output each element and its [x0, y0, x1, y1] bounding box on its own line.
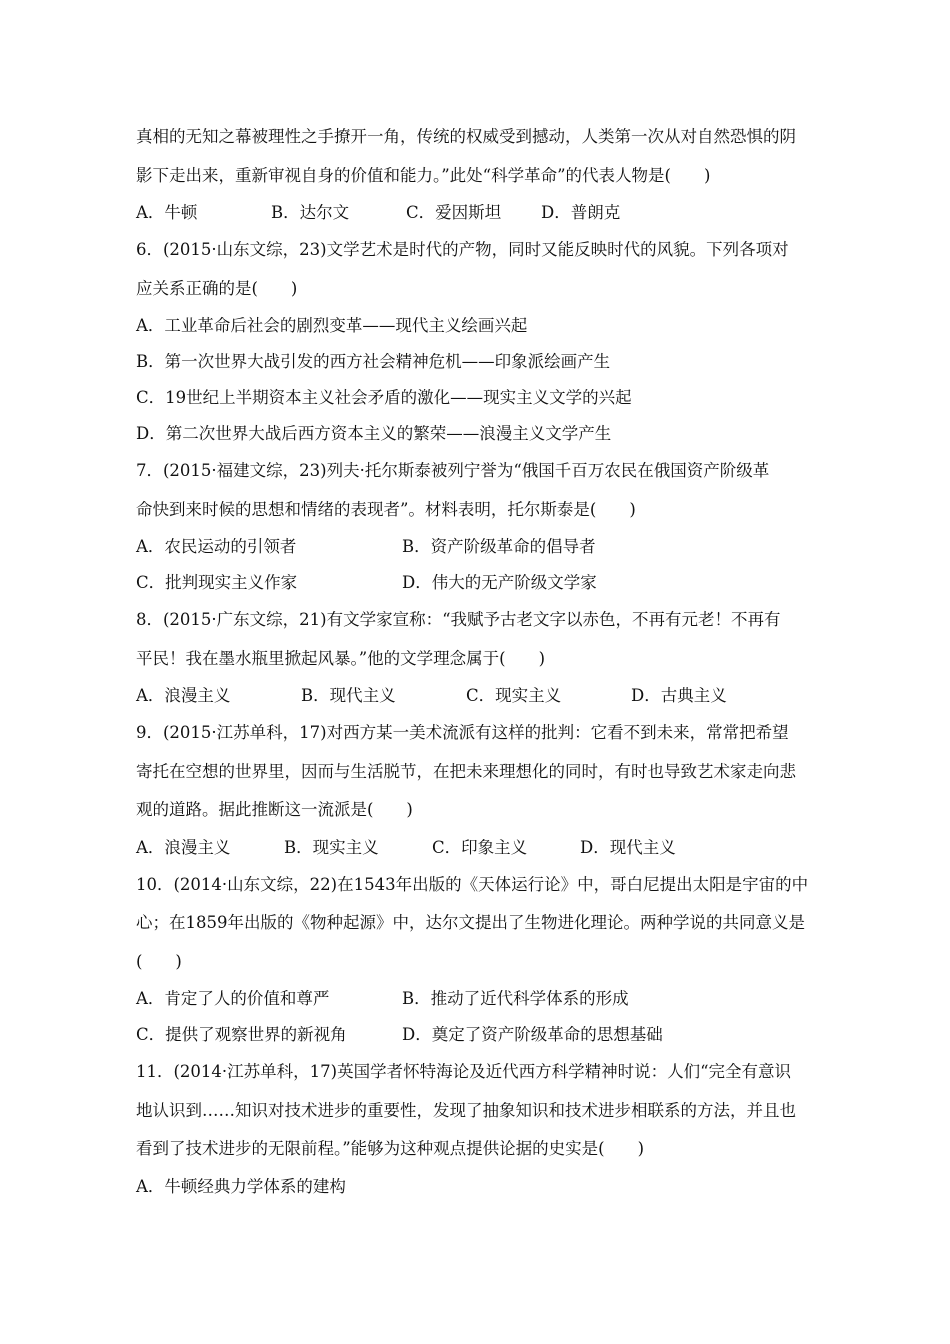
question-10 [136, 866, 816, 1054]
question-text-line: 地认识到……知识对技术进步的重要性，发现了抽象知识和技术进步相联系的方法，并且也 [136, 1100, 796, 1120]
question-text-line: ( ) [136, 951, 182, 971]
question-text-line: 10．(2014·山东文综，22)在1543年出版的《天体运行论》中，哥白尼提出太阳是宇宙的中 [136, 874, 809, 894]
question-text-line: 影下走出来，重新审视自身的价值和能力。”此处“科学革命”的代表人物是( ) [136, 165, 711, 185]
option-c: C．爱因斯坦 [406, 203, 502, 222]
question-text-line: 寄托在空想的世界里，因而与生活脱节，在把未来理想化的同时，有时也导致艺术家走向悲 [136, 761, 796, 781]
option-b: B．资产阶级革命的倡导者 [402, 537, 596, 556]
question-text-line: 心；在1859年出版的《物种起源》中，达尔文提出了生物进化理论。两种学说的共同意义是 [136, 913, 805, 932]
question-text-line: 11．(2014·江苏单科，17)英国学者怀特海论及近代西方科学精神时说：人们“完全有意识 [136, 1062, 792, 1081]
question-text-line: 观的道路。据此推断这一流派是( ) [136, 800, 413, 819]
question-text-line: 6．(2015·山东文综，23)文学艺术是时代的产物，同时又能反映时代的风貌。下列各项对 [136, 240, 789, 259]
question-text-line: 应关系正确的是( ) [136, 278, 298, 298]
document-page [136, 118, 816, 1205]
option-d: D．奠定了资产阶级革命的思想基础 [402, 1025, 663, 1044]
question-text-line: 真相的无知之幕被理性之手撩开一角，传统的权威受到撼动，人类第一次从对自然恐惧的阴 [136, 127, 796, 146]
question-11 [136, 1053, 816, 1205]
option-b: B．达尔文 [271, 203, 350, 222]
option-a: A．浪漫主义 [136, 686, 231, 705]
question-8 [136, 601, 816, 714]
option-c: C．印象主义 [432, 837, 528, 857]
option-a: A．肯定了人的价值和尊严 [136, 989, 330, 1008]
option-c: C．提供了观察世界的新视角 [136, 1025, 347, 1044]
question-text-line: 看到了技术进步的无限前程。”能够为这种观点提供论据的史实是( ) [136, 1139, 645, 1158]
option-d: D．伟大的无产阶级文学家 [402, 573, 597, 592]
option-b: B．推动了近代科学体系的形成 [402, 989, 629, 1008]
options-row [136, 830, 816, 866]
option-c: C．批判现实主义作家 [136, 573, 298, 592]
options-row [136, 678, 816, 714]
question-text-line: 9．(2015·江苏单科，17)对西方某一美术流派有这样的批判：它看不到未来，常常把希望 [136, 723, 789, 742]
option-b: B．现代主义 [301, 686, 396, 705]
option-c: C．现实主义 [466, 686, 562, 705]
option-d: D．古典主义 [631, 686, 727, 705]
option-a: A．工业革命后社会的剧烈变革——现代主义绘画兴起 [136, 316, 528, 335]
options-row [136, 195, 816, 231]
option-b: B．现实主义 [284, 837, 379, 857]
question-text-line: 8．(2015·广东文综，21)有文学家宣称：“我赋予古老文字以赤色，不再有元老！不再有 [136, 610, 781, 629]
option-d: D．第二次世界大战后西方资本主义的繁荣——浪漫主义文学产生 [136, 424, 612, 443]
option-d: D．现代主义 [580, 837, 676, 857]
question-text-line: 7．(2015·福建文综，23)列夫·托尔斯泰被列宁誉为“俄国千百万农民在俄国资产阶级革 [136, 461, 770, 480]
options-row [136, 981, 816, 1017]
question-7 [136, 452, 816, 601]
options-row [136, 529, 816, 565]
question-5 [136, 118, 816, 231]
options-row [136, 1017, 816, 1053]
option-c: C．19世纪上半期资本主义社会矛盾的激化——现实主义文学的兴起 [136, 388, 632, 407]
question-9 [136, 714, 816, 866]
options-row [136, 565, 816, 601]
option-a: A．牛顿 [136, 203, 198, 222]
question-text-line: 命快到来时候的思想和情绪的表现者”。材料表明，托尔斯泰是( ) [136, 499, 636, 519]
option-b: B．第一次世界大战引发的西方社会精神危机——印象派绘画产生 [136, 352, 611, 371]
option-d: D．普朗克 [541, 203, 621, 222]
question-6 [136, 231, 816, 452]
option-a: A．农民运动的引领者 [136, 537, 297, 556]
option-a: A．牛顿经典力学体系的建构 [136, 1176, 346, 1196]
question-text-line: 平民！我在墨水瓶里掀起风暴。”他的文学理念属于( ) [136, 648, 546, 668]
option-a: A．浪漫主义 [136, 837, 231, 857]
